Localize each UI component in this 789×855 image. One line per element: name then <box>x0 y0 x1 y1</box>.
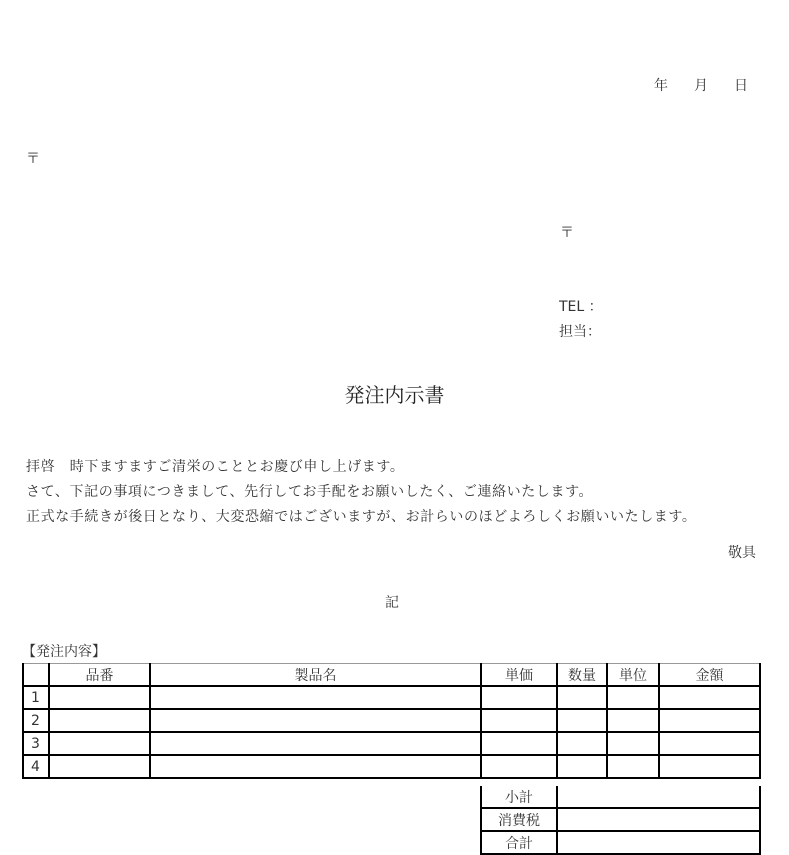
column-header-amount: 金額 <box>659 664 760 687</box>
product-name-cell[interactable] <box>150 755 481 778</box>
date-line <box>654 75 748 95</box>
product-name-cell[interactable] <box>150 709 481 732</box>
order-section-label: 【発注内容】 <box>22 644 106 660</box>
unit-price-cell[interactable] <box>481 686 557 709</box>
column-header-product-name: 製品名 <box>150 664 481 687</box>
column-header-unit-price: 単価 <box>481 664 557 687</box>
unit-price-cell[interactable] <box>481 709 557 732</box>
sender-tel-label: TEL ： <box>559 299 603 315</box>
recipient-postal-mark: 〒 <box>26 151 40 167</box>
column-header-no <box>23 664 49 687</box>
quantity-cell[interactable] <box>557 709 607 732</box>
table-row <box>23 755 760 778</box>
quantity-cell[interactable] <box>557 755 607 778</box>
body-line-request: さて、下記の事項につきまして、先行してお手配をお願いしたく、ご連絡いたします。 <box>26 484 594 500</box>
summary-row-tax <box>481 808 760 831</box>
year-label: 年 <box>654 78 668 94</box>
summary-row-total <box>481 831 760 854</box>
summary-row-subtotal <box>481 786 760 808</box>
product-name-cell[interactable] <box>150 732 481 755</box>
summary-table <box>480 786 761 855</box>
product-name-cell[interactable] <box>150 686 481 709</box>
document-title: 発注内示書 <box>344 383 445 407</box>
amount-cell[interactable] <box>659 732 760 755</box>
part-no-cell[interactable] <box>49 686 150 709</box>
table-row <box>23 686 760 709</box>
column-header-part-no: 品番 <box>49 664 150 687</box>
table-row <box>23 709 760 732</box>
part-no-cell[interactable] <box>49 709 150 732</box>
day-label: 日 <box>734 78 748 94</box>
quantity-cell[interactable] <box>557 732 607 755</box>
row-number: 2 <box>23 709 49 732</box>
part-no-cell[interactable] <box>49 732 150 755</box>
total-label: 合計 <box>481 831 557 854</box>
tax-label: 消費税 <box>481 808 557 831</box>
body-line-apology: 正式な手続きが後日となり、大変恐縮ではございますが、お計らいのほどよろしくお願いいたします。 <box>26 509 697 525</box>
ki-marker: 記 <box>385 595 399 611</box>
month-label: 月 <box>694 78 708 94</box>
table-row <box>23 732 760 755</box>
row-number: 3 <box>23 732 49 755</box>
unit-cell[interactable] <box>607 709 659 732</box>
sender-postal-mark: 〒 <box>560 225 574 241</box>
part-no-cell[interactable] <box>49 755 150 778</box>
body-line-greeting: 拝啓 時下ますますご清栄のこととお慶び申し上げます。 <box>26 459 405 475</box>
amount-cell[interactable] <box>659 755 760 778</box>
column-header-quantity: 数量 <box>557 664 607 687</box>
row-number: 1 <box>23 686 49 709</box>
subtotal-value[interactable] <box>557 786 760 808</box>
quantity-cell[interactable] <box>557 686 607 709</box>
subtotal-label: 小計 <box>481 786 557 808</box>
tax-value[interactable] <box>557 808 760 831</box>
amount-cell[interactable] <box>659 686 760 709</box>
closing-keigu: 敬具 <box>728 545 756 561</box>
unit-price-cell[interactable] <box>481 732 557 755</box>
row-number: 4 <box>23 755 49 778</box>
sender-contact-label: 担当： <box>559 324 601 340</box>
amount-cell[interactable] <box>659 709 760 732</box>
unit-cell[interactable] <box>607 732 659 755</box>
column-header-unit: 単位 <box>607 664 659 687</box>
order-table <box>22 663 761 779</box>
unit-price-cell[interactable] <box>481 755 557 778</box>
total-value[interactable] <box>557 831 760 854</box>
unit-cell[interactable] <box>607 755 659 778</box>
unit-cell[interactable] <box>607 686 659 709</box>
table-header-row <box>23 664 760 687</box>
